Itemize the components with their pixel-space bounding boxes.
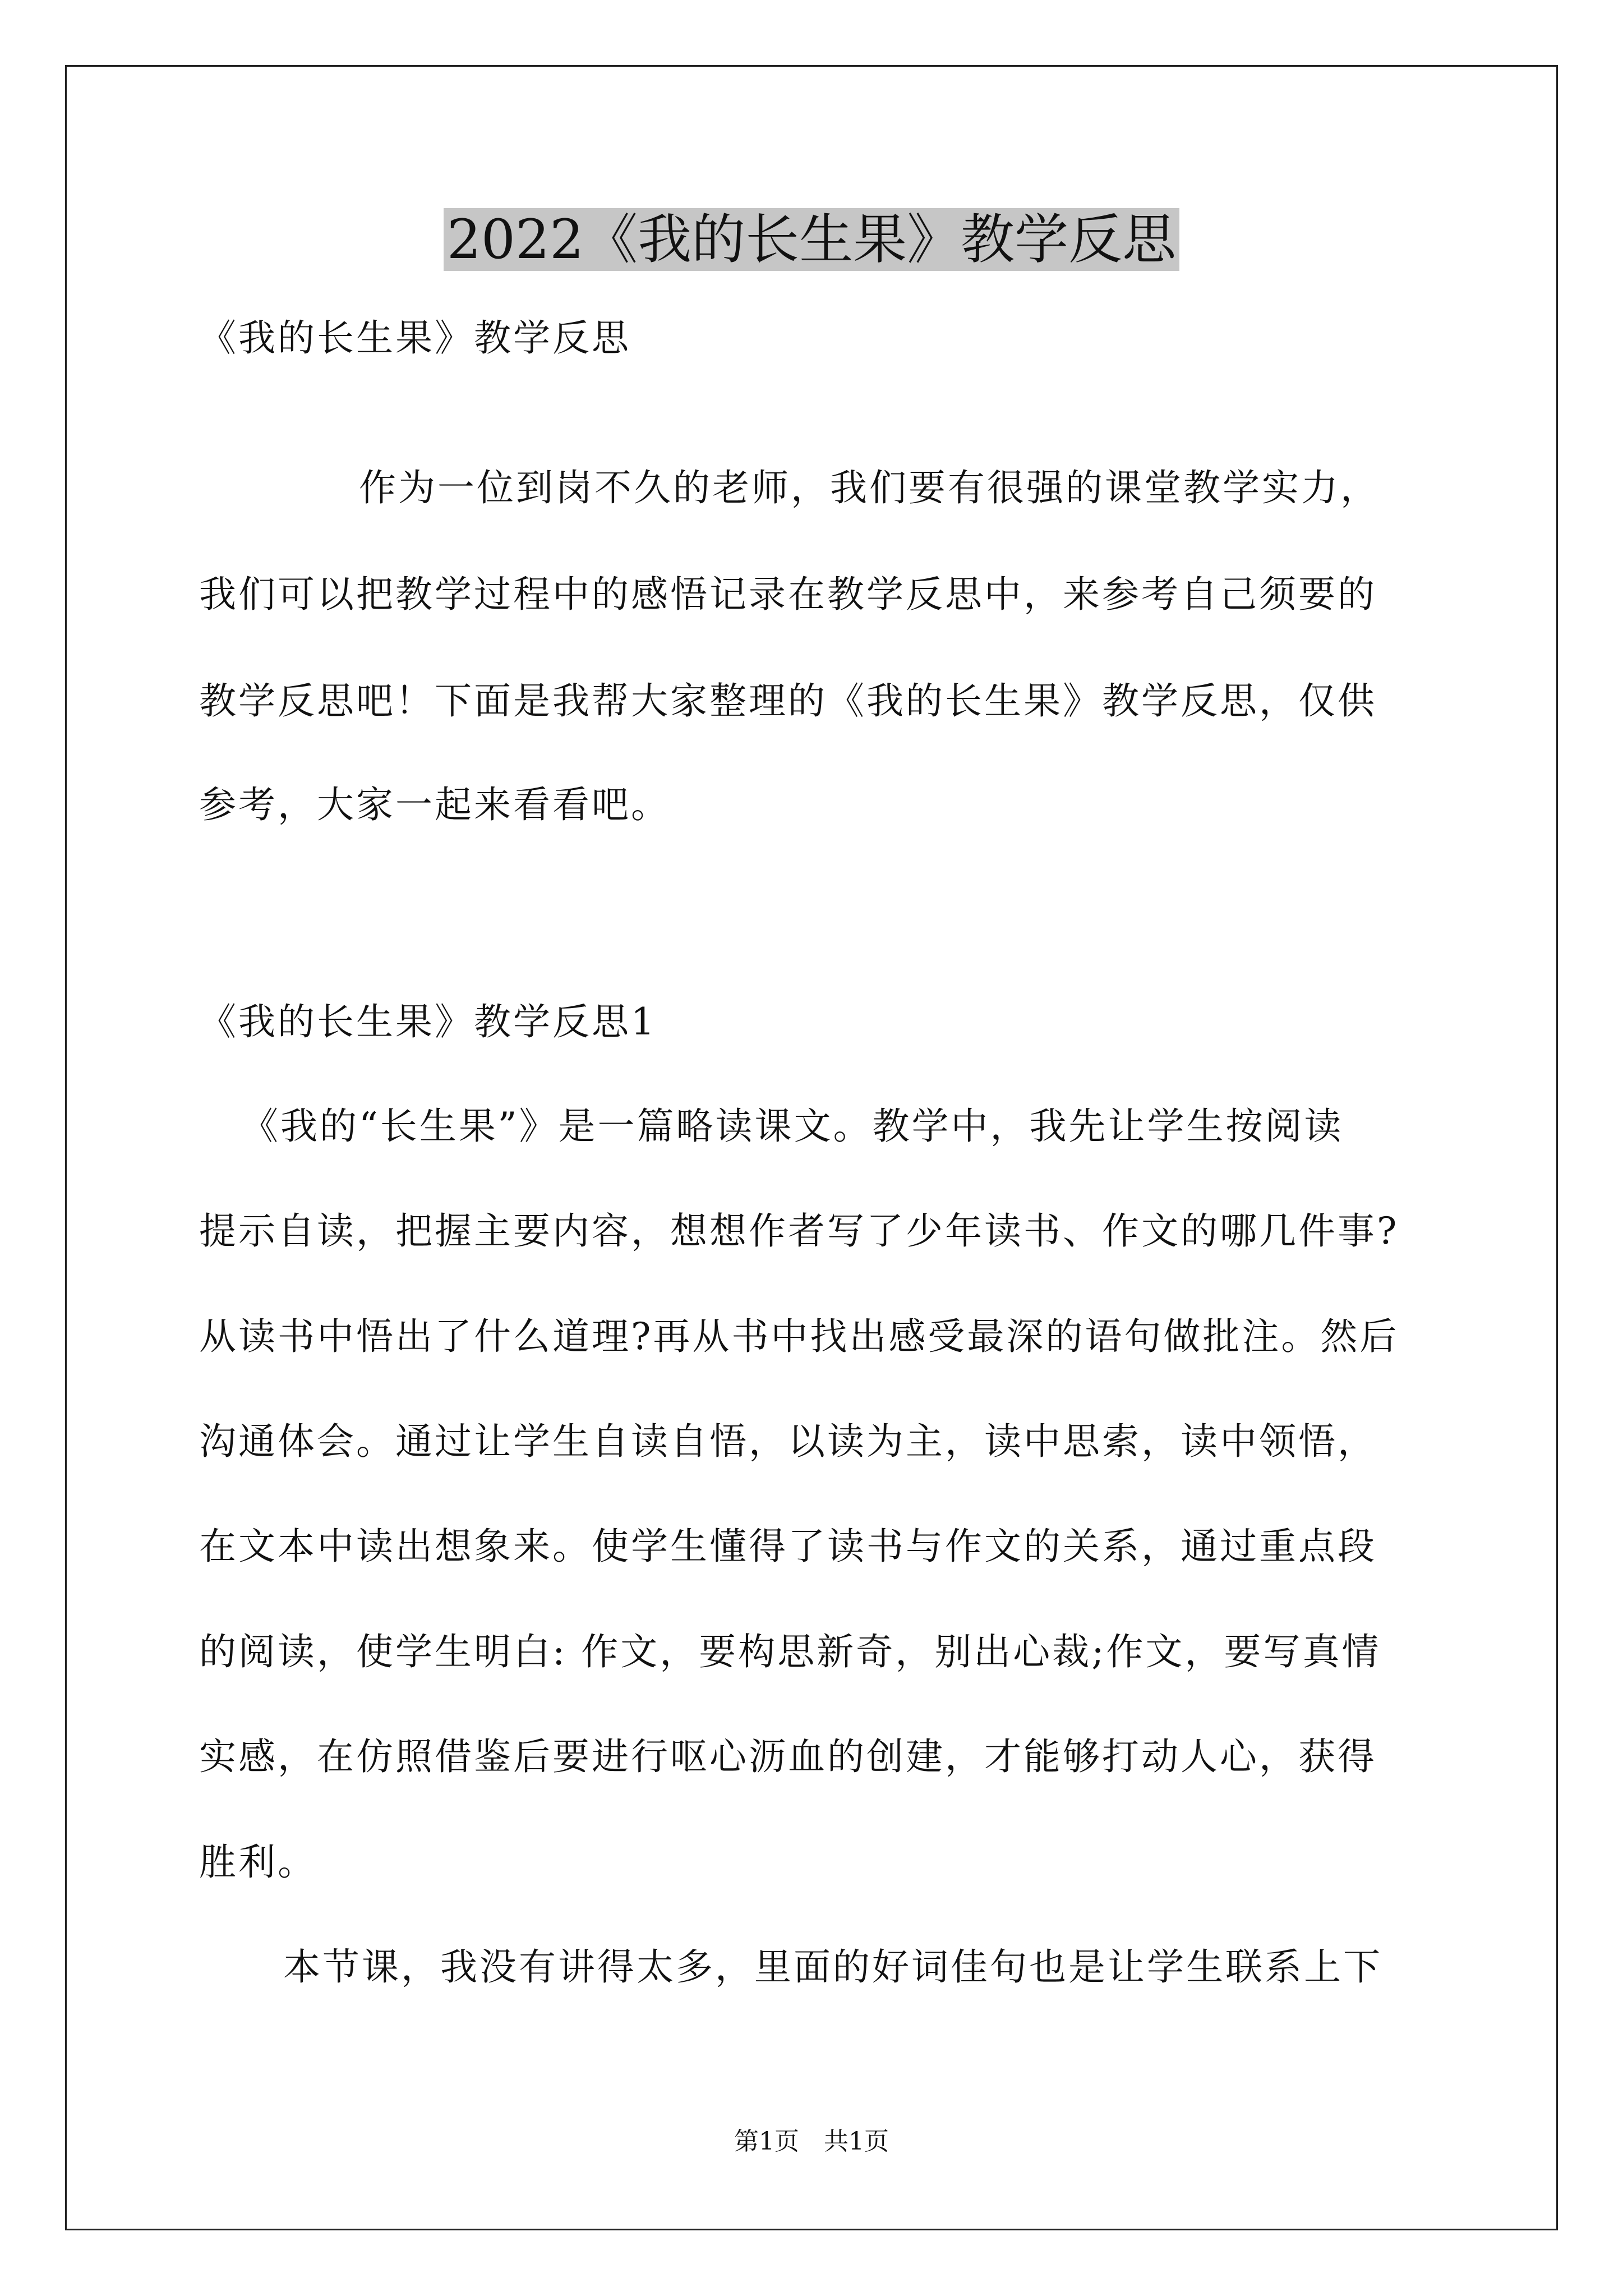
body-line: 的阅读，使学生明白: 作文，要构思新奇，别出心裁;作文，要写真情	[199, 1630, 1381, 1673]
body-line: 实感，在仿照借鉴后要进行呕心沥血的创建，才能够打动人心，获得	[199, 1735, 1377, 1778]
document-title	[0, 200, 1623, 279]
page-footer: 第1页 共1页	[734, 2127, 889, 2156]
body-line: 沟通体会。通过让学生自读自悟，以读为主，读中思索，读中领悟，	[199, 1420, 1377, 1463]
section-heading: 《我的长生果》教学反思1	[199, 1000, 657, 1043]
body-line: 提示自读，把握主要内容，想想作者写了少年读书、作文的哪几件事?	[199, 1209, 1399, 1253]
intro-line: 参考，大家一起来看看吧。	[199, 783, 670, 826]
intro-line: 教学反思吧！下面是我帮大家整理的《我的长生果》教学反思，仅供	[199, 679, 1377, 723]
body-line: 《我的“长生果”》是一篇略读课文。教学中，我先让学生按阅读	[241, 1105, 1344, 1148]
body-line: 在文本中读出想象来。使学生懂得了读书与作文的关系，通过重点段	[199, 1525, 1377, 1568]
intro-line: 作为一位到岗不久的老师，我们要有很强的课堂教学实力，	[359, 466, 1380, 509]
body-line: 从读书中悟出了什么道理?再从书中找出感受最深的语句做批注。然后	[199, 1315, 1399, 1358]
document-subtitle: 《我的长生果》教学反思	[199, 316, 631, 360]
body-line: 本节课，我没有讲得太多，里面的好词佳句也是让学生联系上下	[283, 1945, 1382, 1989]
intro-line: 我们可以把教学过程中的感悟记录在教学反思中，来参考自己须要的	[199, 573, 1377, 616]
body-line: 胜利。	[199, 1841, 317, 1884]
document-title-text: 2022《我的长生果》教学反思	[444, 208, 1179, 271]
